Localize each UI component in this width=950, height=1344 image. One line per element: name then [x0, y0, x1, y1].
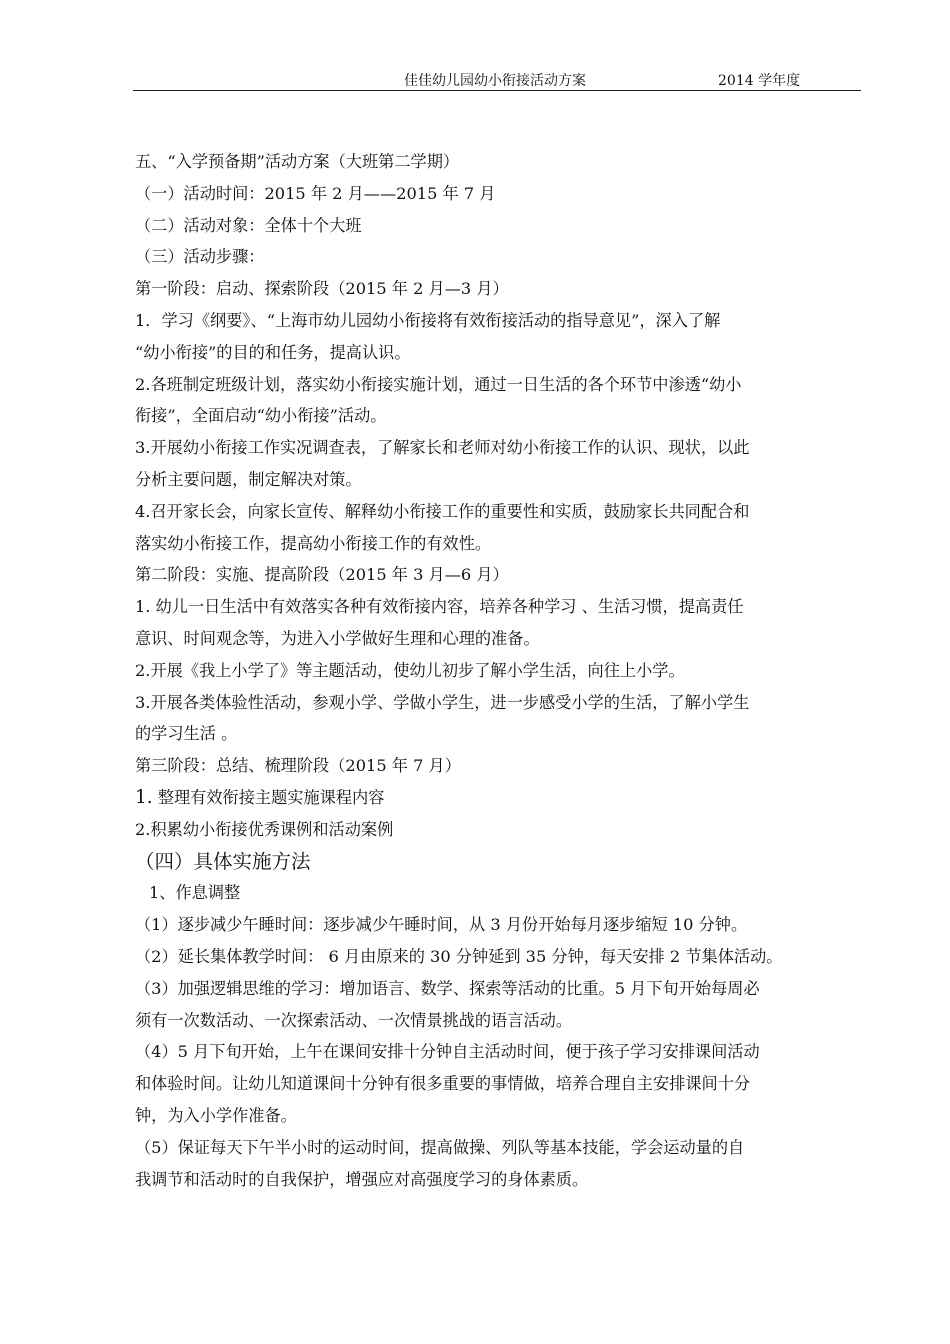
paragraph-line: 我调节和活动时的自我保护，增强应对高强度学习的身体素质。	[135, 1169, 589, 1189]
paragraph-line: （3）加强逻辑思维的学习：增加语言、数学、探索等活动的比重。5 月下旬开始每周必	[135, 978, 760, 998]
header-title: 佳佳幼儿园幼小衔接活动方案	[404, 73, 586, 89]
stage-heading: 第三阶段：总结、梳理阶段（2015 年 7 月）	[135, 756, 461, 776]
paragraph-line: 2.开展《我上小学了》等主题活动，使幼儿初步了解小学生活，向往上小学。	[135, 660, 685, 680]
paragraph-line: 1. 幼儿一日生活中有效落实各种有效衔接内容，培养各种学习 、生活习惯，提高责任	[135, 597, 744, 617]
page-header	[133, 64, 861, 91]
paragraph-line: 3.开展各类体验性活动，参观小学、学做小学生，进一步感受小学的生活，了解小学生	[135, 692, 750, 712]
paragraph-line: （2）延长集体教学时间： 6 月由原来的 30 分钟延到 35 分钟，每天安排 2 节集体活动。	[135, 946, 783, 966]
paragraph-line: “幼小衔接”的目的和任务，提高认识。	[135, 342, 411, 362]
paragraph-line: 3.开展幼小衔接工作实况调查表，了解家长和老师对幼小衔接工作的认识、现状，以此	[135, 438, 750, 458]
paragraph-line: （4）5 月下旬开始，上午在课间安排十分钟自主活动时间，便于孩子学习安排课间活动	[135, 1042, 760, 1062]
paragraph-line: 4.召开家长会，向家长宣传、解释幼小衔接工作的重要性和实质，鼓励家长共同配合和	[135, 501, 750, 521]
paragraph-line: 2.积累幼小衔接优秀课例和活动案例	[135, 819, 394, 839]
paragraph-line: 衔接”，全面启动“幼小衔接”活动。	[135, 406, 387, 426]
header-year: 2014 学年度	[718, 73, 801, 89]
paragraph-line: 和体验时间。让幼儿知道课间十分钟有很多重要的事情做，培养合理自主安排课间十分	[135, 1074, 751, 1094]
document-body	[135, 146, 865, 1195]
paragraph-line: 须有一次数活动、一次探索活动、一次情景挑战的语言活动。	[135, 1010, 573, 1030]
paragraph-line: 分析主要问题，制定解决对策。	[135, 469, 362, 489]
paragraph-line: （三）活动步骤：	[135, 247, 265, 267]
paragraph-line: （一）活动时间：2015 年 2 月——2015 年 7 月	[135, 183, 496, 203]
stage-heading: 第一阶段：启动、探索阶段（2015 年 2 月—3 月）	[135, 279, 509, 299]
paragraph-line: （二）活动对象：全体十个大班	[135, 215, 362, 235]
list-text: 整理有效衔接主题实施课程内容	[157, 787, 385, 807]
paragraph-line: 意识、时间观念等，为进入小学做好生理和心理的准备。	[135, 628, 540, 648]
paragraph-line: （5）保证每天下午半小时的运动时间，提高做操、列队等基本技能，学会运动量的自	[135, 1137, 745, 1157]
paragraph-line: 1．学习《纲要》、“上海市幼儿园幼小衔接将有效衔接活动的指导意见”，深入了解	[135, 310, 721, 330]
list-number: 1.	[135, 786, 153, 808]
paragraph-line: 落实幼小衔接工作，提高幼小衔接工作的有效性。	[135, 533, 492, 553]
paragraph-line: 2.各班制定班级计划，落实幼小衔接实施计划，通过一日生活的各个环节中渗透“幼小	[135, 374, 742, 394]
paragraph-line: 钟，为入小学作准备。	[135, 1105, 297, 1125]
section-heading: 五、“入学预备期”活动方案（大班第二学期）	[135, 152, 460, 171]
paragraph-line	[135, 782, 865, 814]
paragraph-line: 的学习生活 。	[135, 724, 238, 744]
paragraph-line: （1）逐步减少午睡时间：逐步减少午睡时间，从 3 月份开始每月逐步缩短 10 分钟。	[135, 915, 748, 935]
paragraph-line: 1、作息调整	[149, 883, 241, 903]
subsection-heading: （四）具体实施方法	[135, 849, 311, 873]
stage-heading: 第二阶段：实施、提高阶段（2015 年 3 月—6 月）	[135, 565, 509, 585]
